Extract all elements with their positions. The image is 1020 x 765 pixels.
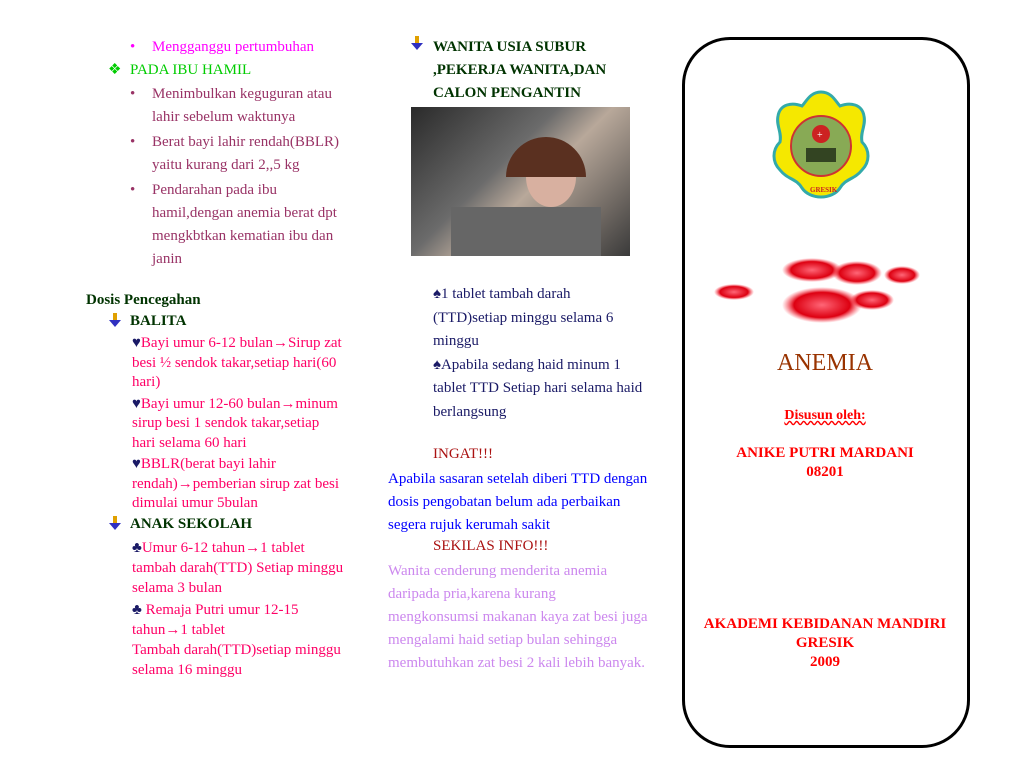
women-heading: WANITA USIA SUBUR ,PEKERJA WANITA,DAN CALON PENGANTIN — [433, 39, 607, 101]
balita-heading: BALITA — [108, 313, 186, 330]
balita-list — [132, 334, 347, 514]
spade-icon: ♠ — [433, 286, 441, 302]
diamond-bullet-icon: ❖ — [108, 62, 122, 78]
heart-icon: ♥ — [132, 456, 141, 472]
list-item: • Berat bayi lahir rendah(BBLR) yaitu kurang dari 2,,5 kg — [130, 134, 340, 173]
school-heading: ANAK SEKOLAH — [108, 516, 252, 533]
list-item: ♥Bayi umur 12-60 bulan→minum sirup besi 1 sendok takar,setiap hari selama 60 hari — [132, 395, 338, 451]
arrow-bullet-icon — [108, 516, 122, 530]
arrow-bullet-icon — [410, 36, 432, 53]
blood-cells-image — [712, 245, 942, 335]
info-label: SEKILAS INFO!!! — [433, 538, 549, 554]
list-item: ♣ Remaja Putri umur 12-15 tahun→1 tablet Tambah darah(TTD)setiap minggu selama 16 minggu — [132, 602, 341, 678]
ingat-text: Apabila sasaran setelah diberi TTD dengan dosis pengobatan belum ada perbaikan segera rujuk kerumah sakit — [388, 471, 648, 533]
club-icon: ♣ — [132, 602, 142, 618]
school-list — [132, 538, 347, 680]
list-item: ♠Apabila sedang haid minum 1 tablet TTD Setiap hari selama haid berlangsung — [433, 356, 643, 420]
academy-logo — [770, 88, 872, 203]
compiled-by-label: Disusun oleh: — [784, 408, 866, 423]
heart-icon: ♥ — [132, 335, 141, 351]
pregnant-heading — [108, 59, 251, 82]
club-icon: ♣ — [132, 540, 142, 556]
pregnant-list — [130, 83, 350, 271]
women-list — [433, 283, 653, 424]
list-item: • Menimbulkan keguguran atau lahir sebelum waktunya — [130, 86, 332, 125]
info-text: Wanita cenderung menderita anemia daripada pria,karena kurang mengkonsumsi makanan kaya zat besi juga mengalami haid setiap bulan sehingga membutuhkan zat besi 2 kali lebih banyak. — [388, 563, 648, 671]
svg-text:GRESIK: GRESIK — [810, 186, 838, 194]
list-item: ♥Bayi umur 6-12 bulan→Sirup zat besi ½ sendok takar,setiap hari(60 hari) — [132, 335, 342, 390]
list-item: • Pendarahan pada ibu hamil,dengan anemia berat dpt mengkbtkan kematian ibu dan janin — [130, 182, 337, 267]
ingat-label: INGAT!!! — [433, 446, 493, 462]
list-item: ♠1 tablet tambah darah (TTD)setiap minggu selama 6 minggu — [433, 286, 614, 349]
arrow-bullet-icon — [108, 313, 122, 327]
tired-woman-photo — [411, 107, 630, 256]
heading-text: PADA IBU HAMIL — [130, 62, 252, 78]
list-item: ♣Umur 6-12 tahun→1 tablet tambah darah(TTD) Setiap minggu selama 3 bulan — [132, 540, 344, 596]
student-id: 08201 — [806, 464, 844, 480]
spade-icon: ♠ — [433, 356, 441, 373]
dose-heading: Dosis Pencegahan — [86, 292, 201, 308]
svg-text:+: + — [817, 130, 823, 141]
list-item: ♥BBLR(berat bayi lahir rendah)→pemberian sirup zat besi dimulai umur 5bulan — [132, 456, 340, 511]
cover-title: ANEMIA — [777, 350, 873, 376]
bullet-text: Mengganggu pertumbuhan — [152, 39, 315, 55]
heart-icon: ♥ — [132, 395, 141, 412]
author-block — [685, 444, 965, 482]
author-name: ANIKE PUTRI MARDANI — [736, 445, 914, 461]
growth-bullet: • Mengganggu pertumbuhan — [130, 39, 315, 55]
institution-block: AKADEMI KEBIDANAN MANDIRI GRESIK 2009 — [703, 616, 947, 670]
